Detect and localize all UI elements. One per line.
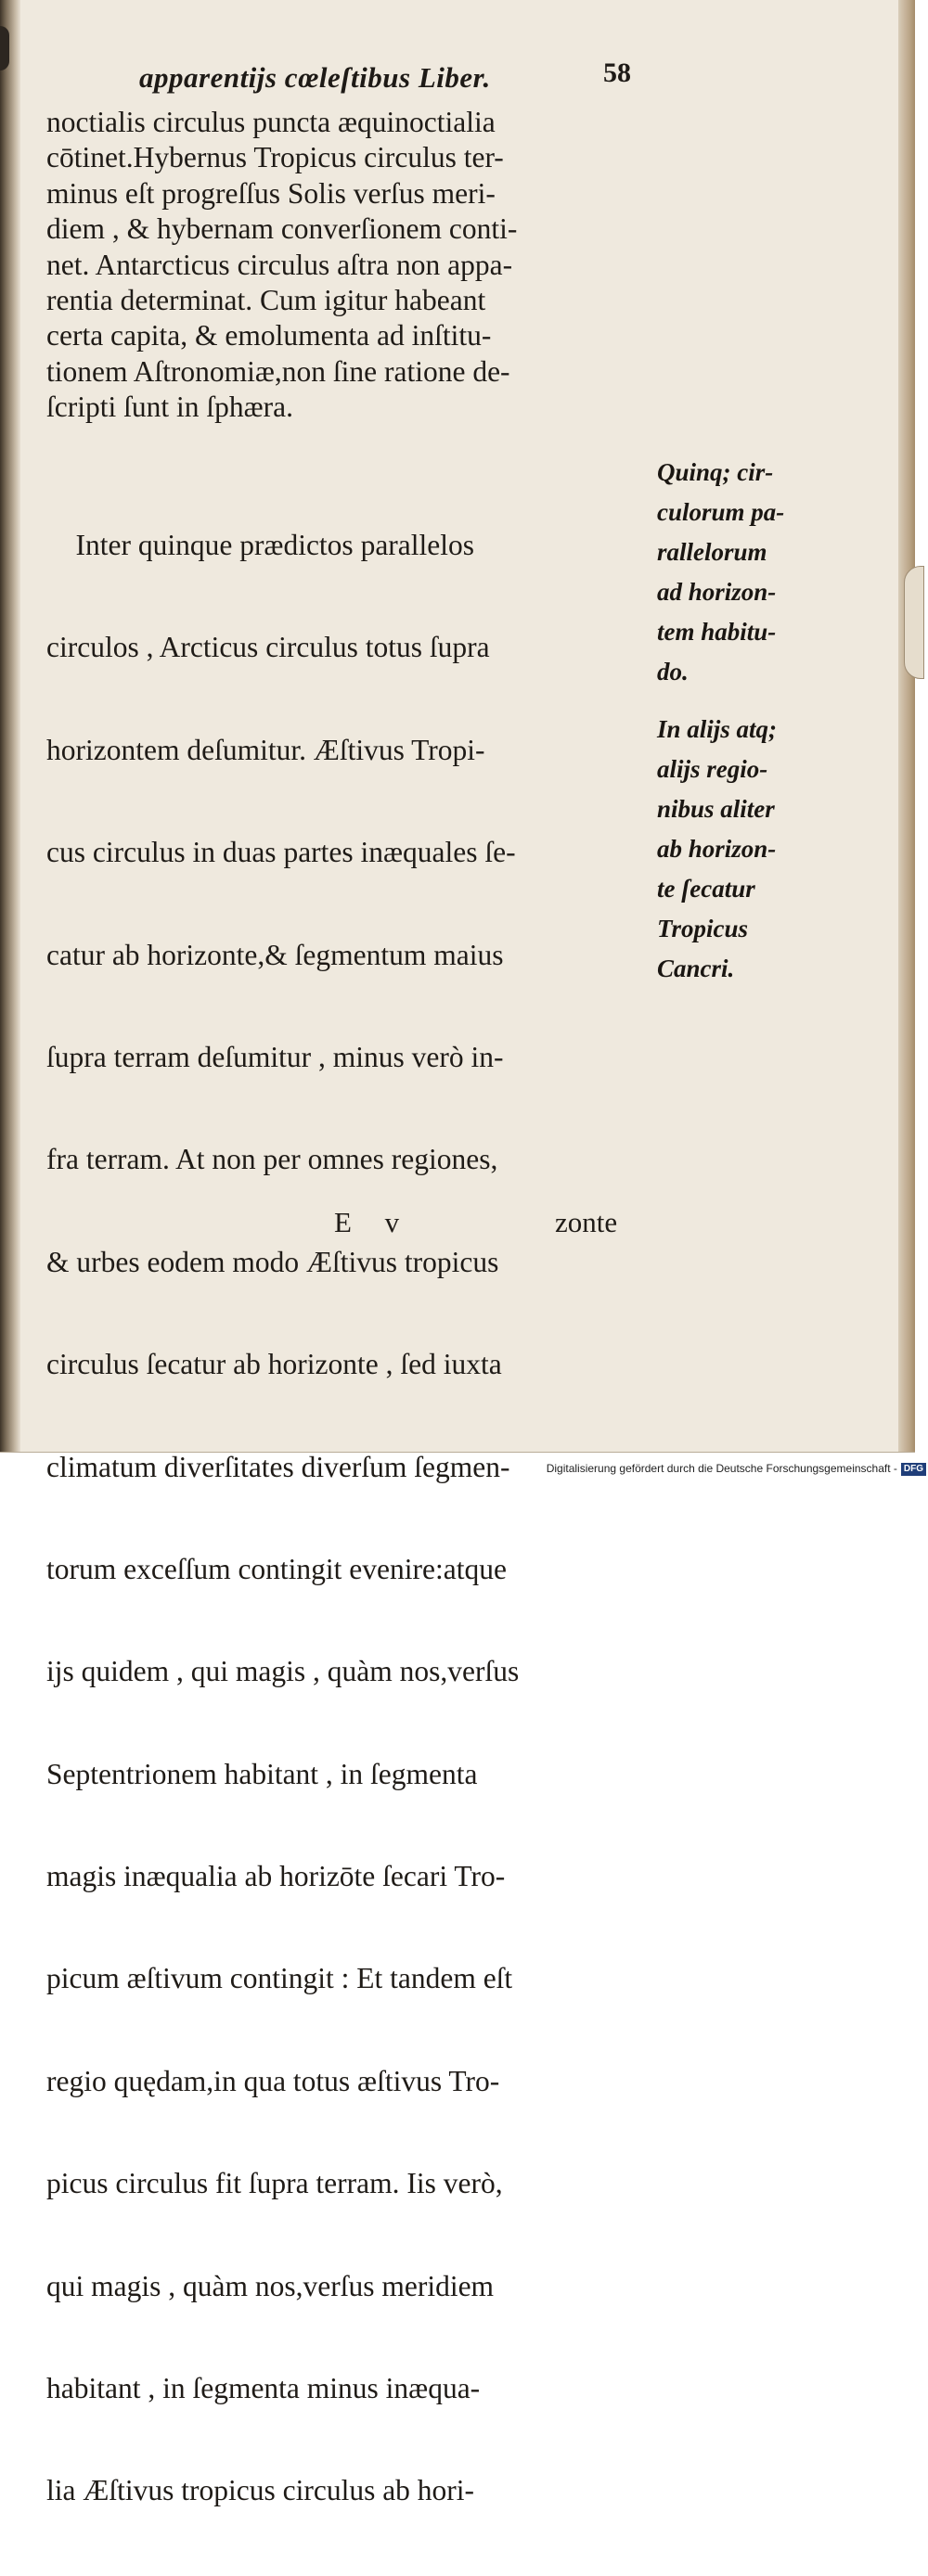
marginal-note-1	[657, 453, 819, 692]
text-line: magis inæqualia ab horizōte ſecari Tro-	[46, 1860, 506, 1893]
text-line: climatum diverſitates diverſum ſegmen-	[46, 1450, 510, 1483]
text-line: cōtinet.Hybernus Tropicus circulus ter-	[46, 141, 504, 174]
text-line: picus circulus fit ſupra terram. Iis verò,	[46, 2167, 503, 2200]
marginal-line: Tropicus	[657, 915, 749, 942]
text-line: catur ab horizonte,& ſegmentum maius	[46, 938, 504, 971]
text-line: net. Antarcticus circulus aſtra non appa-	[46, 248, 513, 281]
marginal-line: tem habitu-	[657, 618, 777, 646]
credit-text: Digitalisierung gefördert durch die Deutsche Forschungsgemeinschaft -	[546, 1462, 897, 1475]
catchword: zonte	[555, 1206, 618, 1238]
marginal-line: do.	[657, 658, 689, 686]
text-line: certa capita, & emolumenta ad inſtitu-	[46, 319, 492, 352]
page-gutter	[0, 0, 20, 1452]
paragraph-2	[46, 461, 640, 2576]
marginal-line: ab horizon-	[657, 835, 777, 863]
text-line: Inter quinque prædictos parallelos	[46, 529, 475, 561]
text-line: noctialis circulus puncta æquinoctialia	[46, 106, 496, 138]
marginal-line: Quinq; cir-	[657, 458, 774, 486]
fore-edge	[898, 0, 915, 1452]
dfg-logo: DFG	[901, 1463, 926, 1476]
text-line: cus circulus in duas partes inæquales ſe-	[46, 836, 516, 869]
text-line: Septentrionem habitant , in ſegmenta	[46, 1757, 478, 1790]
text-line: & urbes eodem modo Æſtivus tropicus	[46, 1245, 499, 1278]
text-line: fra terram. At non per omnes regiones,	[46, 1143, 498, 1176]
running-head: apparentijs cœleſtibus Liber.	[139, 61, 491, 94]
marginal-line: rallelorum	[657, 538, 767, 566]
text-line: ſupra terram deſumitur , minus verò in-	[46, 1040, 504, 1073]
text-line: picum æſtivum contingit : Et tandem eſt	[46, 1962, 513, 1995]
text-line: qui magis , quàm nos,verſus meridiem	[46, 2269, 495, 2302]
signature-mark: E v	[334, 1206, 413, 1238]
page-number: 58	[603, 58, 631, 88]
paper-tab	[904, 566, 924, 679]
marginal-line: Cancri.	[657, 955, 735, 982]
marginal-line: nibus aliter	[657, 795, 775, 823]
text-line: lia Æſtivus tropicus circulus ab hori-	[46, 2474, 475, 2507]
text-line: circulos , Arcticus circulus totus ſupra	[46, 631, 490, 664]
text-line: tionem Aſtronomiæ,non ſine ratione de-	[46, 354, 510, 388]
marginal-line: culorum pa-	[657, 498, 785, 526]
text-line: habitant , in ſegmenta minus inæqua-	[46, 2372, 481, 2405]
digitization-credit	[520, 1459, 926, 1478]
marginal-line: ad horizon-	[657, 578, 777, 606]
text-line: torum exceſſum contingit evenire:atque	[46, 1552, 507, 1585]
text-line: minus eſt progreſſus Solis verſus meri-	[46, 176, 496, 210]
text-line: ſcripti ſunt in ſphæra.	[46, 391, 293, 424]
text-line: diem , & hybernam converſionem conti-	[46, 212, 518, 246]
text-line: rentia determinat. Cum igitur habeant	[46, 283, 486, 316]
marginal-line: alijs regio-	[657, 755, 768, 783]
text-line: circulus ſecatur ab horizonte , ſed iuxta	[46, 1348, 502, 1381]
text-line: horizontem deſumitur. Æſtivus Tropi-	[46, 733, 485, 766]
text-line: regio quędam,in qua totus æſtivus Tro-	[46, 2064, 500, 2097]
binding-shadow	[0, 26, 9, 70]
paragraph-1	[46, 105, 640, 426]
marginal-note-2	[657, 710, 819, 989]
marginal-line: In alijs atq;	[657, 715, 778, 743]
text-line: ijs quidem , qui magis , quàm nos,verſus	[46, 1655, 520, 1688]
marginal-line: te ſecatur	[657, 875, 755, 903]
